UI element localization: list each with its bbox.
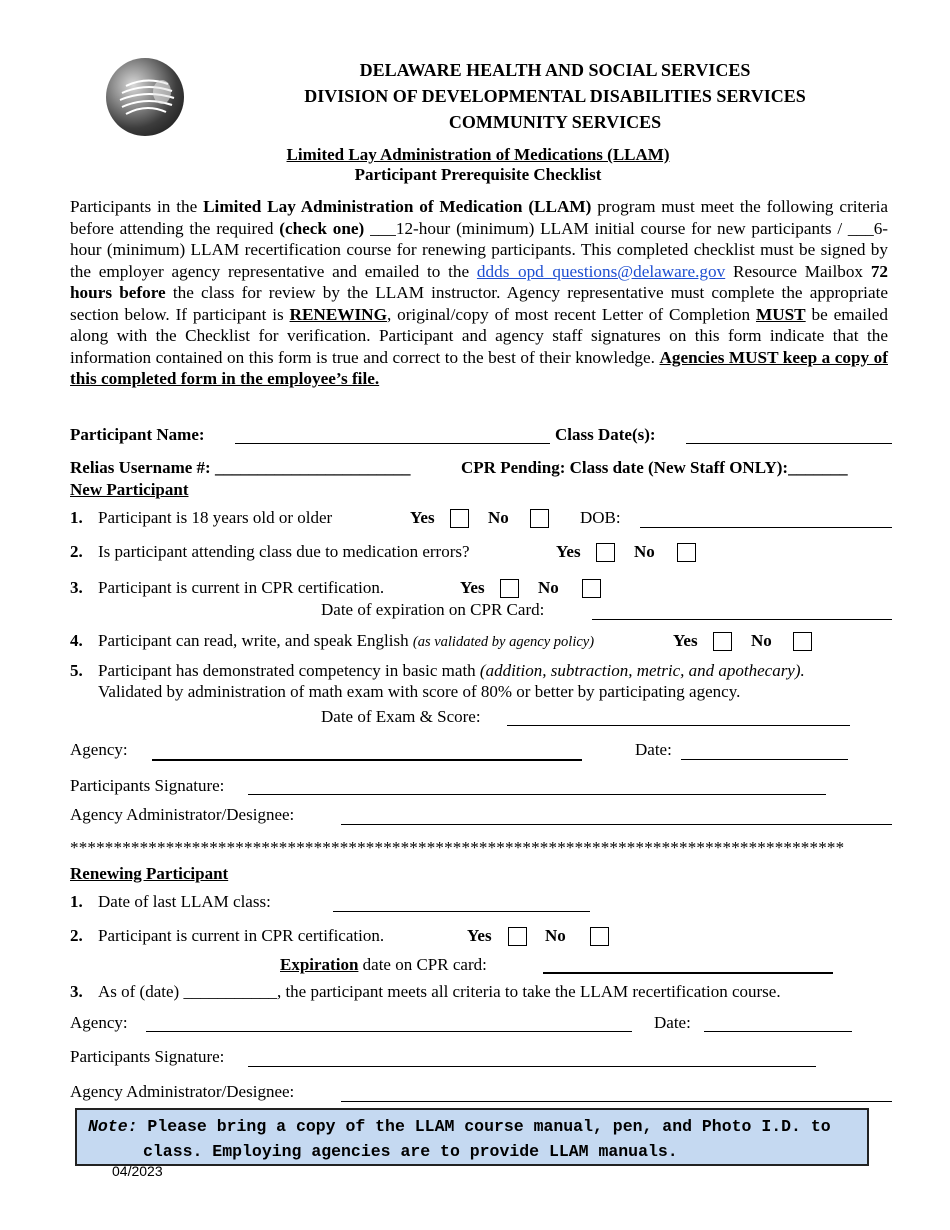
admin-designee-field[interactable] xyxy=(341,824,892,825)
class-dates-label: Class Date(s): xyxy=(555,425,656,444)
renew-participant-signature-label: Participants Signature: xyxy=(70,1047,225,1066)
date-label: Date: xyxy=(635,740,672,759)
q2-yes-label: Yes xyxy=(556,542,581,561)
q2-no-label: No xyxy=(634,542,655,561)
form-subtitle: Participant Prerequisite Checklist xyxy=(354,165,602,184)
cpr-card-expiration-label: Expiration date on CPR card: xyxy=(280,955,487,974)
q2-number: 2. xyxy=(70,542,83,561)
renewing-participant-heading: Renewing Participant xyxy=(70,864,229,883)
dob-label: DOB: xyxy=(580,508,621,527)
participant-signature-field[interactable] xyxy=(248,794,826,795)
q5-number: 5. xyxy=(70,661,83,680)
r2-text: Participant is current in CPR certification. xyxy=(98,926,385,945)
q5-text: Participant has demonstrated competency in basic math (addition, subtraction, metric, and apothecary). xyxy=(98,661,805,680)
last-class-date-field[interactable] xyxy=(333,911,590,912)
intro-paragraph: Participants in the Limited Lay Administration of Medication (LLAM) program must meet the following criteria before attending the required (check one) ___12-hour (minimum) LLAM initial course for new participants / ___6-hour (minimum) LLAM recertification course for renewing participants. This completed checklist must be signed by the employer agency representative and emailed to the ddds_opd_questions@delaware.gov Resource Mailbox 72 hours before the class for review by the LLAM instructor. Agency representative must complete the appropriate section below. If participant is RENEWING, original/copy of most recent Letter of Completion MUST be emailed along with the Checklist for verification. Participant and agency staff signatures on this form indicate that the information contained on this form is true and correct to the best of their knowledge. Agencies MUST keep a copy of this completed form in the employee’s file. xyxy=(70,197,889,388)
exam-score-label: Date of Exam & Score: xyxy=(321,707,481,726)
section-separator: ***************************************************************************************** xyxy=(70,838,845,857)
q2-no-checkbox[interactable] xyxy=(677,543,696,562)
q1-no-label: No xyxy=(488,508,509,527)
form-title: Limited Lay Administration of Medications (LLAM) xyxy=(286,145,670,164)
exam-score-field[interactable] xyxy=(507,725,850,726)
revision-date: 04/2023 xyxy=(112,1163,163,1179)
renew-agency-field[interactable] xyxy=(146,1031,632,1032)
q4-yes-checkbox[interactable] xyxy=(713,632,732,651)
cpr-expiration-field[interactable] xyxy=(592,619,892,620)
q1-no-checkbox[interactable] xyxy=(530,509,549,528)
q3-number: 3. xyxy=(70,578,83,597)
q1-number: 1. xyxy=(70,508,83,527)
note-label: Note: xyxy=(88,1117,138,1136)
dob-field[interactable] xyxy=(640,527,892,528)
q4-no-label: No xyxy=(751,631,772,650)
agency-field[interactable] xyxy=(152,759,582,761)
r3-number: 3. xyxy=(70,982,83,1001)
q1-text: Participant is 18 years old or older xyxy=(98,508,333,527)
q3-yes-checkbox[interactable] xyxy=(500,579,519,598)
q4-no-checkbox[interactable] xyxy=(793,632,812,651)
note-text: Note: Please bring a copy of the LLAM course manual, pen, and Photo I.D. to class. Employing agencies are to provide LLAM manuals. xyxy=(88,1117,831,1161)
renew-agency-label: Agency: xyxy=(70,1013,128,1032)
class-dates-field[interactable] xyxy=(686,443,892,444)
renew-date-field[interactable] xyxy=(704,1031,852,1032)
agency-name: DELAWARE HEALTH AND SOCIAL SERVICES xyxy=(359,60,751,80)
q2-yes-checkbox[interactable] xyxy=(596,543,615,562)
r1-number: 1. xyxy=(70,892,83,911)
relias-username-field[interactable]: Relias Username #: _______________________ xyxy=(70,458,411,477)
division-name: DIVISION OF DEVELOPMENTAL DISABILITIES SERVICES xyxy=(304,86,806,106)
q3-text: Participant is current in CPR certification. xyxy=(98,578,385,597)
new-participant-heading: New Participant xyxy=(70,480,189,499)
r2-number: 2. xyxy=(70,926,83,945)
section-name: COMMUNITY SERVICES xyxy=(448,112,662,132)
participant-name-field[interactable] xyxy=(235,443,550,444)
q5-validation-text: Validated by administration of math exam with score of 80% or better by participating agency. xyxy=(98,682,741,701)
renew-admin-designee-field[interactable] xyxy=(341,1101,892,1102)
q1-yes-checkbox[interactable] xyxy=(450,509,469,528)
renew-admin-designee-label: Agency Administrator/Designee: xyxy=(70,1082,295,1101)
q3-no-checkbox[interactable] xyxy=(582,579,601,598)
agency-label: Agency: xyxy=(70,740,128,759)
q4-text: Participant can read, write, and speak English (as validated by agency policy) xyxy=(98,631,595,650)
q3-no-label: No xyxy=(538,578,559,597)
r2-no-label: No xyxy=(545,926,566,945)
admin-designee-label: Agency Administrator/Designee: xyxy=(70,805,295,824)
r1-text: Date of last LLAM class: xyxy=(98,892,271,911)
r2-yes-label: Yes xyxy=(467,926,492,945)
r2-yes-checkbox[interactable] xyxy=(508,927,527,946)
cpr-expiration-label: Date of expiration on CPR Card: xyxy=(321,600,545,619)
renew-date-label: Date: xyxy=(654,1013,691,1032)
q4-yes-label: Yes xyxy=(673,631,698,650)
participant-signature-label: Participants Signature: xyxy=(70,776,225,795)
q2-text: Is participant attending class due to medication errors? xyxy=(98,542,470,561)
q1-yes-label: Yes xyxy=(410,508,435,527)
participant-name-label: Participant Name: xyxy=(70,425,205,444)
renew-participant-signature-field[interactable] xyxy=(248,1066,816,1067)
r3-text[interactable]: As of (date) ___________, the participant meets all criteria to take the LLAM recertification course. xyxy=(98,982,781,1001)
q4-number: 4. xyxy=(70,631,83,650)
cpr-pending-field[interactable]: CPR Pending: Class date (New Staff ONLY):_______ xyxy=(461,458,848,477)
cpr-card-expiration-field[interactable] xyxy=(543,972,833,974)
date-field[interactable] xyxy=(681,759,848,760)
r2-no-checkbox[interactable] xyxy=(590,927,609,946)
q3-yes-label: Yes xyxy=(460,578,485,597)
email-link[interactable]: ddds_opd_questions@delaware.gov xyxy=(476,261,726,281)
